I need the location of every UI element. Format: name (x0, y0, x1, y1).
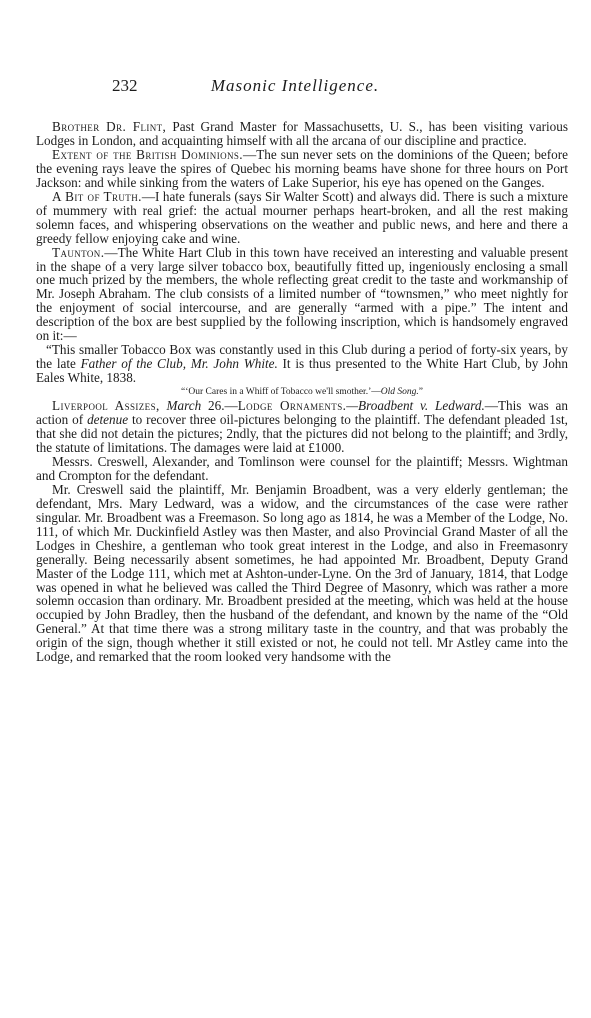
paragraph-dominions (36, 148, 568, 190)
paragraph-truth (36, 190, 568, 246)
heading-liverpool: Liverpool Assizes, (52, 398, 160, 414)
motto-source: Old Song. (380, 387, 419, 398)
text-statement: Mr. Creswell said the plaintiff, Mr. Benjamin Broadbent, was a very elderly gentleman; the defendant, Mrs. Mary Ledward, was a widow, and the circumstances of the case were rather singular. Mr. Broadbent was a Freemason. So long ago as 1814, he was a Member of the Lodge, No. 111, of which Mr. Duckinfield Astley was then Master, and also Provincial Grand Master of all the Lodges in Cheshire, a gentleman who took great interest in the Lodge, and also in Freemasonry generally. Being necessarily absent sometimes, he had appointed Mr. Broadbent, Deputy Grand Master of the Lodge 111, which met at Ashton-under-Lyne. On the 3rd of January, 1814, that Lodge was opened in what he believed was called the Third Degree of Masonry, which was rather a more solemn occasion than ordinary. Mr. Broadbent presided at the meeting, which was held at the house occupied by John Bradley, then the husband of the defendant, and known by the name of the “Old General.” At that time there was a strong military taste in the country, and that was probably the origin of the sign, though whether it still existed or not, he could not tell. Mr Astley came into the Lodge, and remarked that the room looked very handsome with the (36, 481, 568, 665)
motto-close: ” (418, 387, 423, 398)
heading-flint: Brother Dr. Flint, (52, 119, 167, 134)
paragraph-flint (36, 120, 568, 148)
inscription-part-a: “This smaller Tobacco Box was constantly used in this Club during a period of forty-six years, by the late (36, 342, 568, 372)
text-counsel: Messrs. Creswell, Alexander, and Tomlinson were counsel for the plaintiff; Messrs. Wightman and Crompton for the defendant. (36, 453, 568, 483)
motto (36, 385, 568, 399)
text-liverpool-a: —This was an action of (36, 398, 568, 428)
page-header (112, 76, 478, 100)
motto-text: “‘Our Cares in a Whiff of Tobacco we'll smother.’— (181, 387, 381, 398)
heading-taunton: Taunton. (52, 244, 105, 260)
text-truth: —I hate funerals (says Sir Walter Scott) and always did. There is such a mixture of mummery with real grief: the actual mourner perhaps heart-broken, and all the rest making solemn faces, and whispering observations on the weather and public news, and here and there a greedy fellow enjoying cake and wine. (36, 188, 568, 246)
text-taunton: —The White Hart Club in this town have received an interesting and valuable present in the shape of a very large silver tobacco box, beautifully fitted up, ingeniously enclosing a small one much prized by the members, the whole reflecting great credit to the taste and workmanship of Mr. Joseph Abraham. The club consists of a limited number of “townsmen,” who meet nightly for the enjoyment of social intercourse, and are generally “armed with a pipe.” The intent and description of the box are best supplied by the following inscription, which is handsomely engraved on it:— (36, 244, 568, 344)
paragraph-statement (36, 483, 568, 664)
heading-dominions: Extent of the British Dominions. (52, 146, 243, 162)
case-title: —Broadbent v. Ledward. (346, 398, 485, 414)
inscription-part-c: It is thus presented to the White Hart Club, by John Eales White, 1838. (36, 356, 568, 386)
page-number: 232 (112, 76, 138, 95)
running-title: Masonic Intelligence. (210, 76, 380, 95)
paragraph-inscription (36, 343, 568, 385)
heading-truth: A Bit of Truth. (52, 188, 142, 204)
text-flint: Past Grand Master for Massachusetts, U. S., has been visiting various Lodges in London, and acquainting himself with all the arcana of our discipline and practice. (36, 119, 568, 148)
text-detinue: detenue (87, 412, 129, 428)
heading-ornaments: Lodge Ornaments. (237, 398, 347, 414)
heading-date-rest: 26.— (201, 398, 238, 414)
paragraph-liverpool (36, 399, 568, 455)
paragraph-taunton (36, 246, 568, 344)
heading-date: March (166, 398, 202, 414)
article-body (36, 120, 568, 664)
text-dominions: —The sun never sets on the dominions of the Queen; before the evening rays leave the spires of Quebec his morning beams have shone for three hours on Port Jackson: and while sinking from the waters of Lake Superior, his eye has opened on the Ganges. (36, 146, 568, 190)
text-liverpool-b: to recover three oil-pictures belonging to the plaintiff. The defendant pleaded 1st, that she did not detain the pictures; 2ndly, that the pictures did not belong to the plaintiff; and 3rdly, the statute of limitations. The damages were laid at £1000. (36, 412, 568, 455)
paragraph-counsel (36, 455, 568, 483)
inscription-part-b: Father of the Club, Mr. John White. (80, 356, 278, 372)
